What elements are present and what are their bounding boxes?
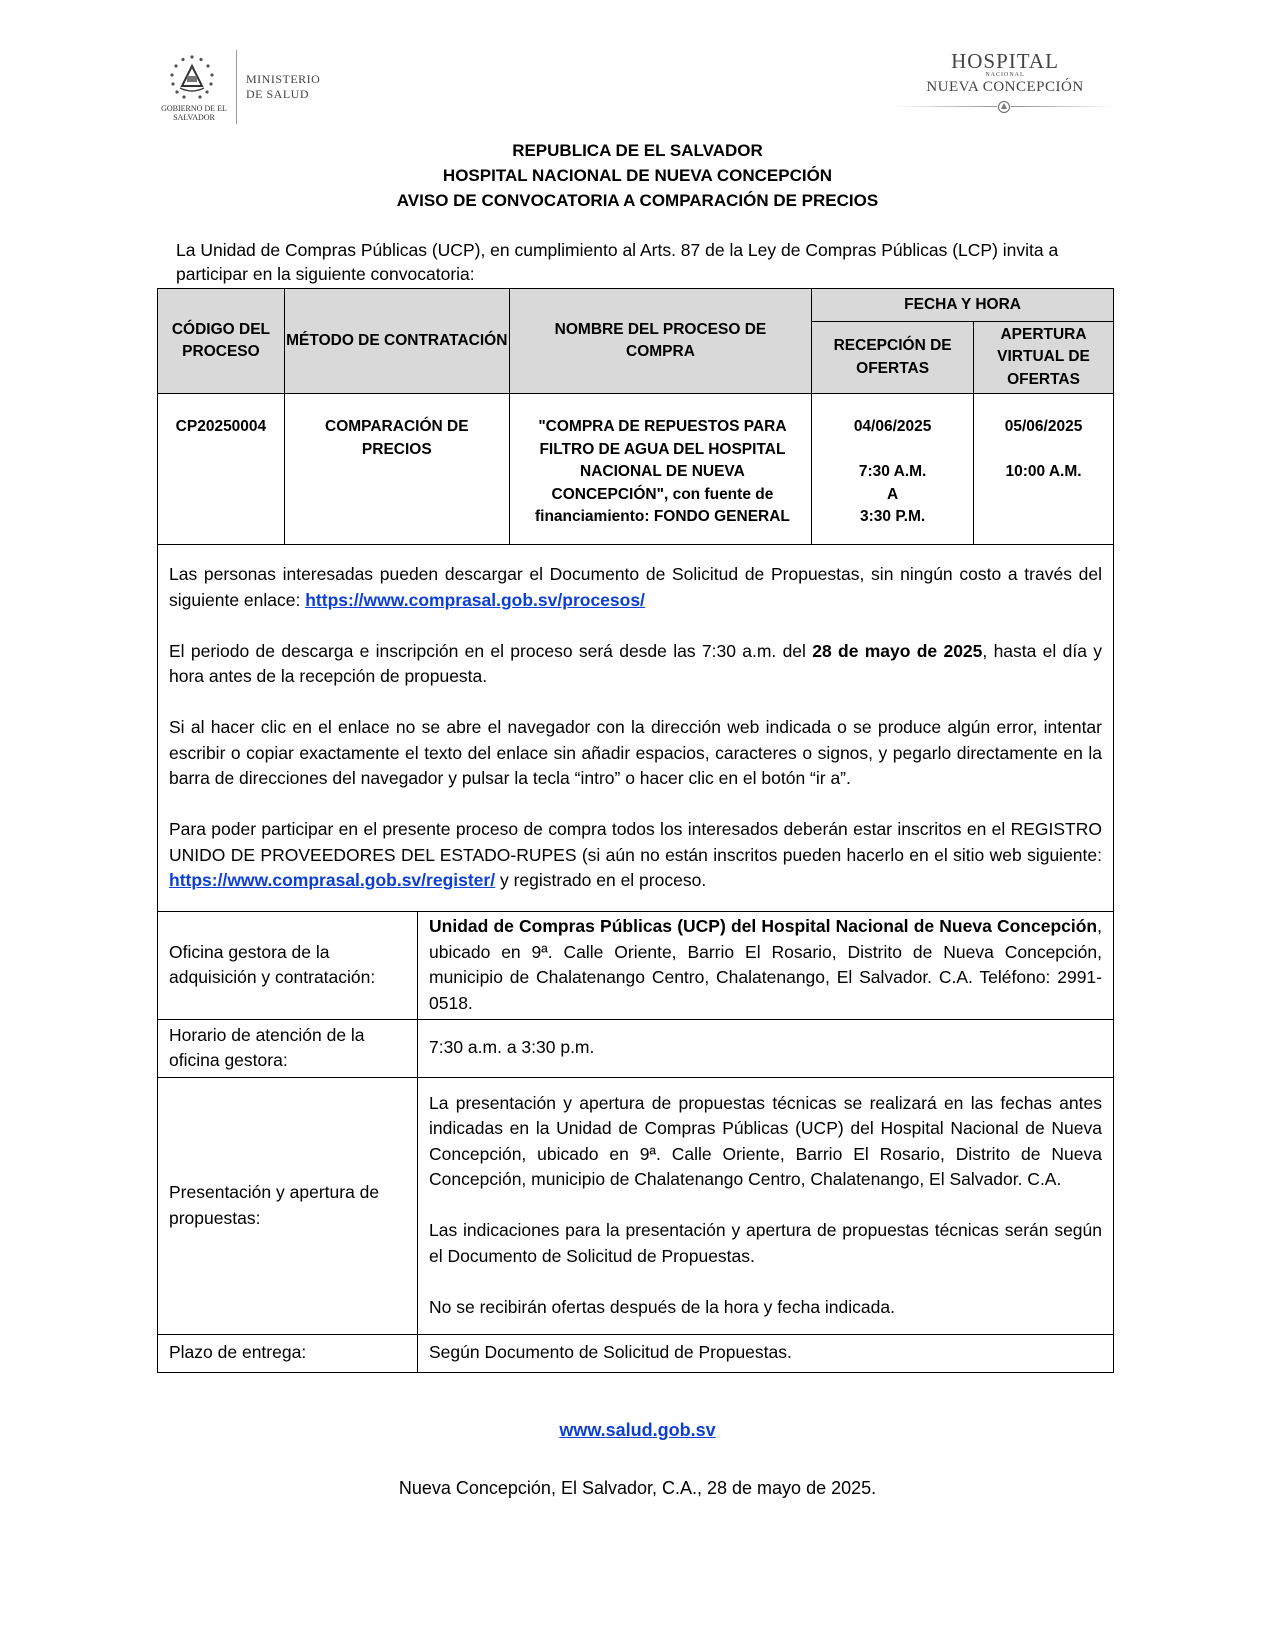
- document-titles: [0, 138, 1275, 213]
- rupes-text-a: Para poder participar en el presente proceso de compra todos los interesados deberán estar inscritos en el REGISTRO UNIDO DE PROVEEDORES DEL ESTADO-RUPES (si aún no están inscritos pueden hacerlo en el sitio web siguiente:: [169, 819, 1102, 865]
- header-fecha-hora: FECHA Y HORA: [812, 289, 1114, 322]
- apertura-hora: 10:00 A.M.: [1005, 463, 1082, 480]
- hospital-logo-line-2: NACIONAL: [985, 72, 1025, 78]
- ministerio-de-salud-logo: [160, 48, 350, 126]
- horario-value: 7:30 a.m. a 3:30 p.m.: [418, 1019, 1114, 1077]
- oficina-address: , ubicado en 9ª. Calle Oriente, Barrio El Rosario, Distrito de Nueva Concepción, municipio de Chalatenango Centro, Chalatenango, El Salvador. C.A. Teléfono: 2991-0518.: [429, 916, 1102, 1013]
- coat-of-arms-icon: [168, 54, 216, 102]
- presentacion-p3: No se recibirán ofertas después de la hora y fecha indicada.: [429, 1296, 895, 1317]
- cell-nombre: "COMPRA DE REPUESTOS PARA FILTRO DE AGUA DEL HOSPITAL NACIONAL DE NUEVA CONCEPCIÓN", con fuente de financiamiento: FONDO GENERAL: [509, 394, 811, 545]
- plazo-label: Plazo de entrega:: [158, 1334, 418, 1372]
- rupes-paragraph: [169, 817, 1102, 894]
- process-table: [157, 288, 1114, 545]
- cell-apertura: [974, 394, 1114, 545]
- header-codigo: CÓDIGO DEL PROCESO: [158, 289, 285, 394]
- procesos-link[interactable]: https://www.comprasal.gob.sv/procesos/: [305, 589, 645, 610]
- table-row: [158, 912, 1114, 1019]
- table-row: [158, 394, 1114, 545]
- table-row: [158, 1019, 1114, 1077]
- ministry-name: [246, 72, 320, 102]
- horario-label: Horario de atención de la oficina gestora:: [158, 1019, 418, 1077]
- link-help-paragraph: Si al hacer clic en el enlace no se abre el navegador con la dirección web indicada o se produce algún error, intentar escribir o copiar exactamente el texto del enlace sin añadir espacios, caracteres o signos, y pegarlo directamente en la barra de direcciones del navegador y pulsar la tecla “intro” o hacer clic en el botón “ir a”.: [169, 717, 1102, 788]
- ministry-line-2: DE SALUD: [246, 87, 309, 101]
- recepcion-a: A: [887, 485, 899, 503]
- oficina-unit-name: Unidad de Compras Públicas (UCP) del Hospital Nacional de Nueva Concepción: [429, 916, 1098, 937]
- footer-date-line: Nueva Concepción, El Salvador, C.A., 28 de mayo de 2025.: [398, 1478, 877, 1498]
- period-text-b: , hasta el día y hora antes de la recepción de propuesta.: [169, 640, 1102, 686]
- download-paragraph: [169, 562, 1102, 613]
- hospital-emblem-icon: [997, 100, 1011, 114]
- apertura-fecha: 05/06/2025: [1004, 418, 1083, 435]
- header-apertura: APERTURA VIRTUAL DE OFERTAS: [974, 322, 1114, 394]
- period-paragraph: [169, 639, 1102, 690]
- intro-paragraph: La Unidad de Compras Públicas (UCP), en cumplimiento al Arts. 87 de la Ley de Compras Públicas (LCP) invita a participar en la siguiente convocatoria:: [176, 240, 1059, 284]
- register-link[interactable]: https://www.comprasal.gob.sv/register/: [169, 870, 496, 890]
- cell-codigo: CP20250004: [158, 394, 285, 545]
- rupes-text-b: y registrado en el proceso.: [495, 870, 707, 890]
- header-nombre: NOMBRE DEL PROCESO DE COMPRA: [509, 289, 811, 394]
- period-text-a: El periodo de descarga e inscripción en el proceso será desde las 7:30 a.m. del: [169, 640, 813, 661]
- table-row: [158, 1077, 1114, 1334]
- presentacion-p2: Las indicaciones para la presentación y apertura de propuestas técnicas serán según el Documento de Solicitud de Propuestas.: [429, 1220, 1102, 1266]
- presentacion-p1: La presentación y apertura de propuestas técnicas se realizará en las fechas antes indicadas en la Unidad de Compras Públicas (UCP) del Hospital Nacional de Nueva Concepción, ubicado en 9ª. Calle Oriente, Barrio El Rosario, Distrito de Nueva Concepción, municipio de Chalatenango Centro, Chalatenango, El Salvador. C.A.: [429, 1092, 1102, 1190]
- table-row: [158, 1334, 1114, 1372]
- hospital-logo-line-3: NUEVA CONCEPCIÓN: [926, 79, 1084, 95]
- cell-metodo: COMPARACIÓN DE PRECIOS: [284, 394, 509, 545]
- presentacion-value: [418, 1077, 1114, 1334]
- salud-link[interactable]: www.salud.gob.sv: [559, 1420, 716, 1440]
- title-republic: REPUBLICA DE EL SALVADOR: [512, 141, 763, 160]
- title-hospital: HOSPITAL NACIONAL DE NUEVA CONCEPCIÓN: [442, 166, 833, 185]
- title-notice: AVISO DE CONVOCATORIA A COMPARACIÓN DE PRECIOS: [396, 191, 879, 210]
- header-recepcion: RECEPCIÓN DE OFERTAS: [812, 322, 974, 394]
- hospital-logo-line-1: HOSPITAL: [951, 49, 1059, 73]
- oficina-label: Oficina gestora de la adquisición y contratación:: [158, 912, 418, 1019]
- logo-divider: [236, 50, 237, 124]
- recepcion-fecha: 04/06/2025: [853, 418, 932, 435]
- ministry-line-1: MINISTERIO: [246, 72, 321, 86]
- header-metodo: MÉTODO DE CONTRATACIÓN: [284, 289, 509, 394]
- presentacion-label: Presentación y apertura de propuestas:: [158, 1077, 418, 1334]
- footer-website: [0, 1420, 1275, 1441]
- hospital-logo: [895, 50, 1115, 116]
- period-date: 28 de mayo de 2025: [812, 640, 983, 661]
- recepcion-hora-inicio: 7:30 A.M.: [858, 463, 927, 480]
- cell-recepcion: [812, 394, 974, 545]
- oficina-value: [418, 912, 1114, 1019]
- download-text: Las personas interesadas pueden descargar el Documento de Solicitud de Propuestas, sin ningún costo a través del siguiente enlace:: [169, 564, 1102, 610]
- gobierno-caption: GOBIERNO DE EL SALVADOR: [161, 104, 227, 122]
- info-table: [157, 912, 1114, 1373]
- instructions-box: [157, 544, 1114, 912]
- recepcion-hora-fin: 3:30 P.M.: [860, 508, 926, 525]
- plazo-value: Según Documento de Solicitud de Propuestas.: [418, 1334, 1114, 1372]
